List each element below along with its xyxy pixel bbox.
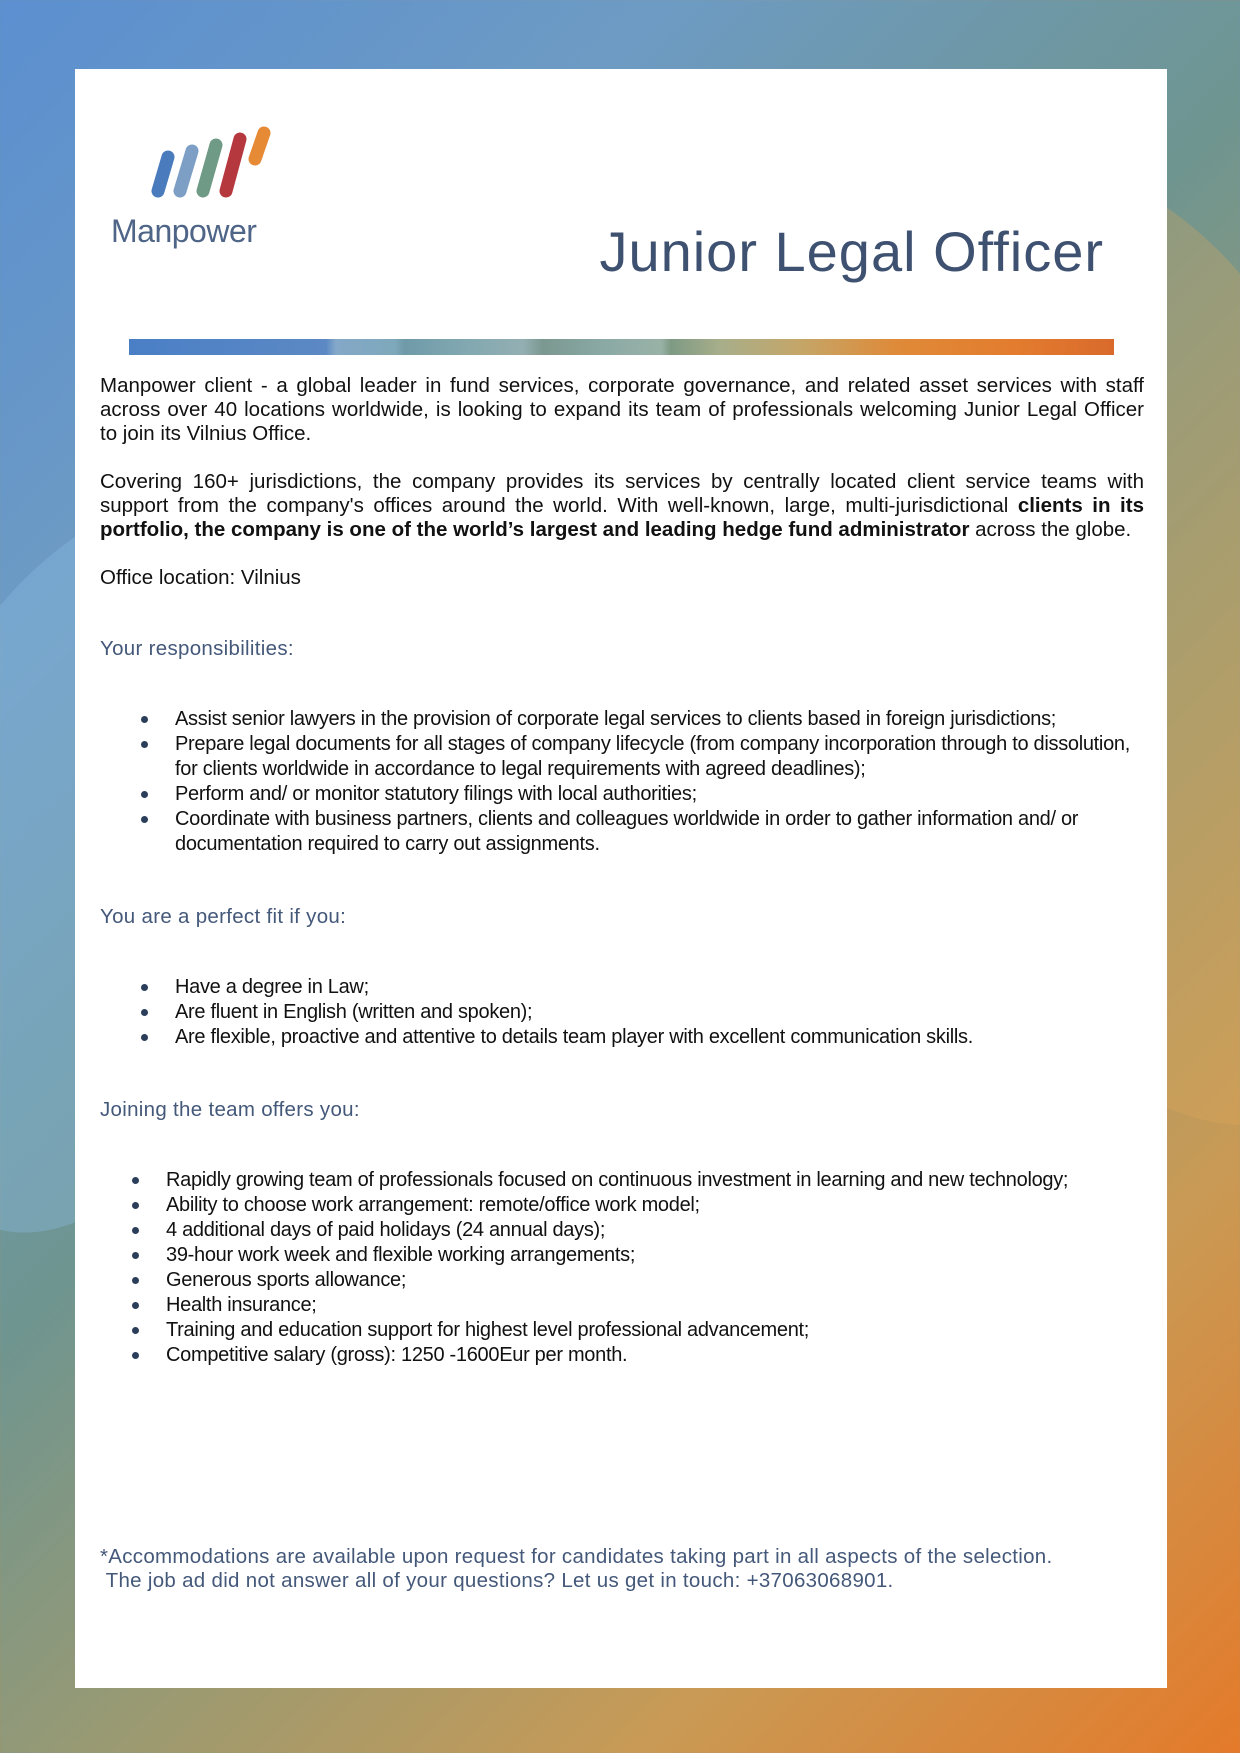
list-item: Competitive salary (gross): 1250 -1600Eur per month. — [166, 1343, 1144, 1368]
gradient-divider — [129, 339, 1114, 355]
list-item: 39-hour work week and flexible working arrangements; — [166, 1243, 1144, 1268]
list-item: Have a degree in Law; — [175, 975, 1144, 1000]
list-item: Are flexible, proactive and attentive to details team player with excellent communication skills. — [175, 1025, 1144, 1050]
list-item: Perform and/ or monitor statutory filings with local authorities; — [175, 782, 1144, 807]
offers-heading: Joining the team offers you: — [100, 1098, 360, 1121]
list-item: Ability to choose work arrangement: remote/office work model; — [166, 1193, 1144, 1218]
list-item: Health insurance; — [166, 1293, 1144, 1318]
list-item: Prepare legal documents for all stages of company lifecycle (from company incorporation through to dissolution, for clients worldwide in accordance to legal requirements with agreed deadlines); — [175, 732, 1144, 782]
fit-list — [100, 975, 1144, 1050]
office-location: Office location: Vilnius — [100, 566, 301, 589]
list-item: 4 additional days of paid holidays (24 annual days); — [166, 1218, 1144, 1243]
responsibilities-list — [100, 707, 1144, 857]
logo-wordmark: Manpower — [111, 213, 257, 249]
list-item: Rapidly growing team of professionals focused on continuous investment in learning and new technology; — [166, 1168, 1144, 1193]
responsibilities-heading: Your responsibilities: — [100, 637, 294, 660]
list-item: Assist senior lawyers in the provision of corporate legal services to clients based in foreign jurisdictions; — [175, 707, 1144, 732]
page-title: Junior Legal Officer — [599, 220, 1104, 283]
offers-list — [100, 1168, 1144, 1368]
fit-heading: You are a perfect fit if you: — [100, 905, 347, 928]
logo-stripe — [226, 139, 240, 191]
list-item: Coordinate with business partners, clients and colleagues worldwide in order to gather information and/ or documentation required to carry out assignments. — [175, 807, 1144, 857]
main-content — [100, 374, 1144, 1368]
list-item: Generous sports allowance; — [166, 1268, 1144, 1293]
accommodations-note: *Accommodations are available upon request for candidates taking part in all aspects of the selection. — [100, 1545, 1053, 1568]
intro-paragraph: Covering 160+ jurisdictions, the company provides its services by centrally located client service teams with support from the company's offices around the world. With well-known, large, multi-jurisdictional clients in its portfolio, the company is one of the world’s largest and leading hedge fund administrator across the globe. — [100, 470, 1144, 541]
contact-note: The job ad did not answer all of your questions? Let us get in touch: +37063068901. — [100, 1569, 894, 1592]
logo-stripe — [158, 157, 168, 191]
footer-note — [100, 1545, 1144, 1593]
job-ad-card — [75, 69, 1167, 1688]
logo-stripe — [203, 145, 216, 191]
logo-stripe — [255, 133, 264, 159]
list-item: Training and education support for highest level professional advancement; — [166, 1318, 1144, 1343]
list-item: Are fluent in English (written and spoken); — [175, 1000, 1144, 1025]
logo-stripe — [180, 151, 192, 191]
intro-paragraph: Manpower client - a global leader in fund services, corporate governance, and related asset services with staff across over 40 locations worldwide, is looking to expand its team of professionals welcoming Junior Legal Officer to join its Vilnius Office. — [100, 374, 1144, 445]
